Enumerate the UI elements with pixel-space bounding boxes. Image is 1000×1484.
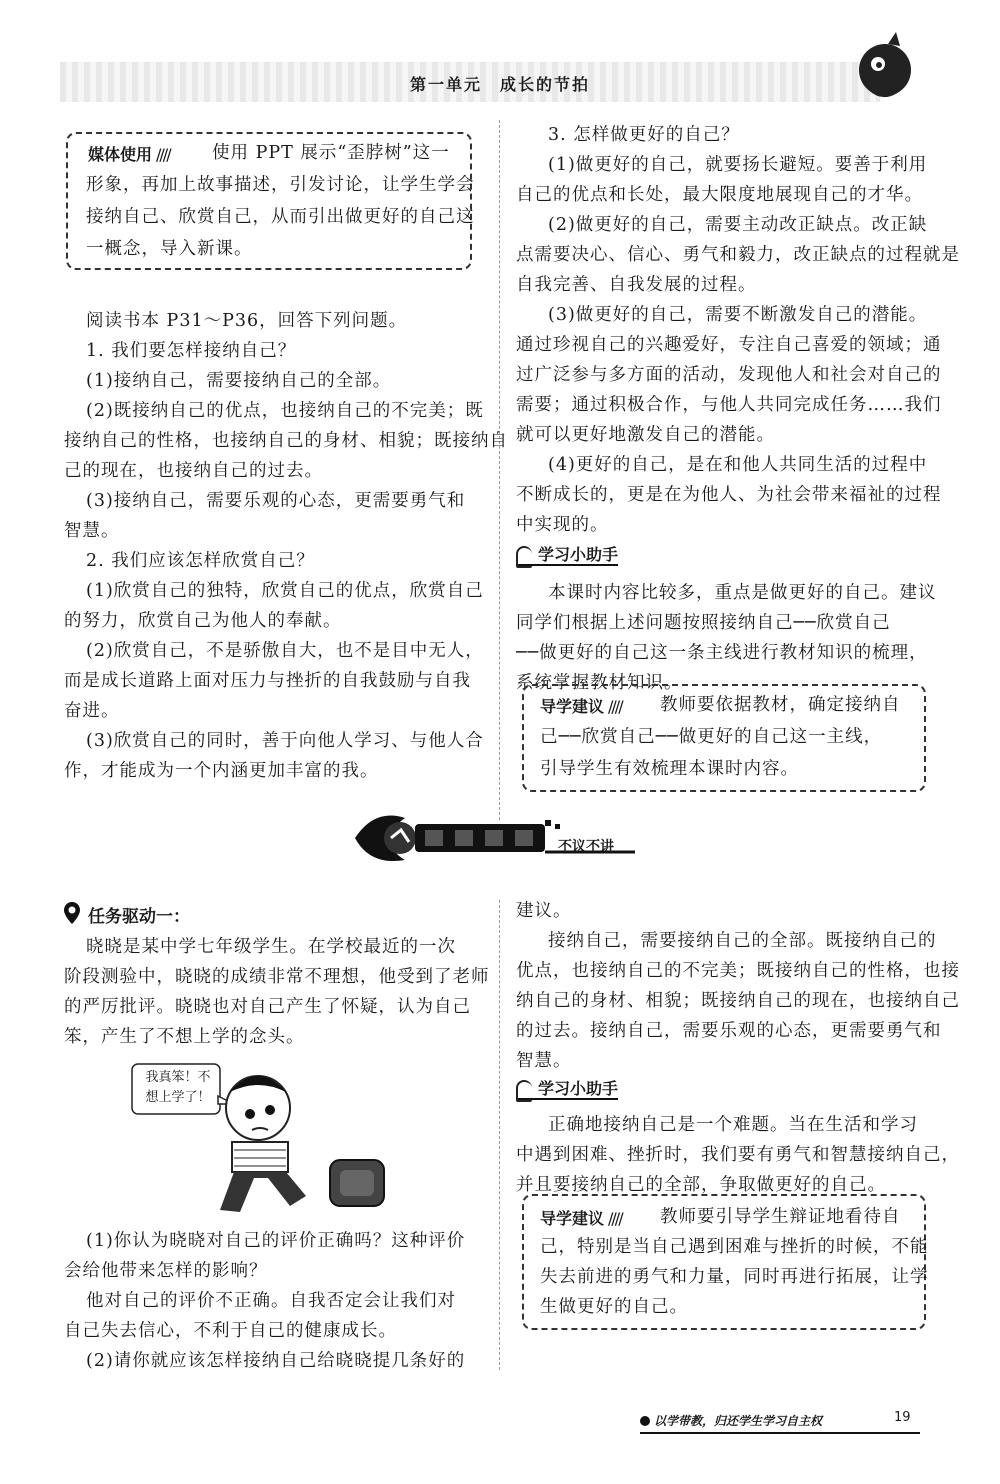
story-line: 的严厉批评。晓晓也对自己产生了怀疑，认为自己 bbox=[64, 997, 471, 1017]
bullet-icon bbox=[640, 1416, 650, 1426]
media-line: 接纳自己、欣赏自己，从而引出做更好的自己这 bbox=[86, 207, 475, 227]
paragraph: 中实现的。 bbox=[516, 515, 609, 535]
helper-line: 系统掌握教材知识。 bbox=[516, 673, 683, 693]
helper-line: 同学们根据上述问题按照接纳自己──欣赏自己 bbox=[516, 613, 891, 633]
media-line: 形象，再加上故事描述，引发讨论，让学生学会 bbox=[86, 175, 475, 195]
story-line: 笨，产生了不想上学的念头。 bbox=[64, 1027, 305, 1047]
paragraph: 自己的优点和长处，最大限度地展现自己的才华。 bbox=[516, 185, 923, 205]
paragraph: 智慧。 bbox=[516, 1051, 572, 1071]
task-title: 任务驱动一： bbox=[88, 907, 190, 927]
banner-label: 不议不讲 bbox=[558, 839, 614, 855]
media-line: 使用 PPT 展示“歪脖树”这一 bbox=[212, 143, 450, 163]
paragraph: 作，才能成为一个内涵更加丰富的我。 bbox=[64, 761, 379, 781]
paragraph: 过广泛参与多方面的活动，发现他人和社会对自己的 bbox=[516, 365, 942, 385]
paragraph: 建议。 bbox=[516, 901, 572, 921]
paragraph: 己的现在，也接纳自己的过去。 bbox=[64, 461, 323, 481]
question-line: (2)请你就应该怎样接纳自己给晓晓提几条好的 bbox=[86, 1351, 466, 1371]
paragraph: 阅读书本 P31～P36，回答下列问题。 bbox=[86, 311, 408, 331]
story-line: 阶段测验中，晓晓的成绩非常不理想，他受到了老师 bbox=[64, 967, 490, 987]
paragraph: 就可以更好地激发自己的潜能。 bbox=[516, 425, 775, 445]
paragraph: 自我完善、自我发展的过程。 bbox=[516, 275, 757, 295]
guide-tag: 导学建议 //// bbox=[540, 697, 622, 716]
question-line: (1)你认为晓晓对自己的评价正确吗？这种评价 bbox=[86, 1231, 466, 1251]
paragraph: (2)欣赏自己，不是骄傲自大，也不是目中无人， bbox=[86, 641, 484, 661]
footer-slogan: 以学带教，归还学生学习自主权 bbox=[654, 1414, 823, 1428]
answer-line: 他对自己的评价不正确。自我否定会让我们对 bbox=[86, 1291, 456, 1311]
media-usage-tag: 媒体使用 //// bbox=[88, 145, 170, 164]
column-divider bbox=[499, 900, 500, 1370]
paragraph: (1)做更好的自己，就要扬长避短。要善于利用 bbox=[548, 155, 928, 175]
paragraph: 需要；通过积极合作，与他人共同完成任务……我们 bbox=[516, 395, 942, 415]
paragraph: (1)欣赏自己的独特，欣赏自己的优点，欣赏自己 bbox=[86, 581, 484, 601]
footer bbox=[640, 1408, 930, 1438]
paragraph: (4)更好的自己，是在和他人共同生活的过程中 bbox=[548, 455, 928, 475]
guide-line: 引导学生有效梳理本课时内容。 bbox=[540, 759, 799, 779]
helper-title: 学习小助手 bbox=[516, 1079, 618, 1100]
paragraph: 点需要决心、信心、勇气和毅力，改正缺点的过程就是 bbox=[516, 245, 960, 265]
helper-line: 并且要接纳自己的全部，争取做更好的自己。 bbox=[516, 1175, 886, 1195]
question-heading: 3. 怎样做更好的自己？ bbox=[548, 125, 740, 145]
footer-rule bbox=[640, 1432, 920, 1434]
unit-title: 第一单元 成长的节拍 bbox=[409, 75, 590, 94]
paragraph: (2)做更好的自己，需要主动改正缺点。改正缺 bbox=[548, 215, 928, 235]
guide-tag: 导学建议 //// bbox=[540, 1209, 622, 1228]
guide-line: 教师要依据教材，确定接纳自 bbox=[660, 695, 901, 715]
answer-line: 自己失去信心，不利于自己的健康成长。 bbox=[64, 1321, 397, 1341]
paragraph: 优点，也接纳自己的不完美；既接纳自己的性格，也接 bbox=[516, 961, 960, 981]
paragraph: 纳自己的身材、相貌；既接纳自己的现在，也接纳自己 bbox=[516, 991, 960, 1011]
paragraph: (3)欣赏自己的同时，善于向他人学习、与他人合 bbox=[86, 731, 484, 751]
paragraph: (3)做更好的自己，需要不断激发自己的潜能。 bbox=[548, 305, 928, 325]
paragraph: 的努力，欣赏自己为他人的奉献。 bbox=[64, 611, 342, 631]
guide-line: 教师要引导学生辩证地看待自 bbox=[660, 1207, 901, 1227]
helper-icon bbox=[516, 546, 532, 568]
speech-bubble bbox=[138, 1068, 218, 1108]
speech-line: 想上学了！ bbox=[145, 1090, 211, 1105]
helper-line: 中遇到困难、挫折时，我们要有勇气和智慧接纳自己， bbox=[516, 1145, 960, 1165]
page-number: 19 bbox=[894, 1410, 911, 1425]
paragraph: (2)既接纳自己的优点，也接纳自己的不完美；既 bbox=[86, 401, 484, 421]
study-helper-heading bbox=[516, 542, 634, 566]
helper-line: ──做更好的自己这一条主线进行教材知识的梳理， bbox=[516, 643, 928, 663]
paragraph: (3)接纳自己，需要乐观的心态，更需要勇气和 bbox=[86, 491, 466, 511]
paragraph: 的过去。接纳自己，需要乐观的心态，更需要勇气和 bbox=[516, 1021, 942, 1041]
guide-line: 己──欣赏自己──做更好的自己这一主线， bbox=[540, 727, 883, 747]
question-heading: 2. 我们应该怎样欣赏自己？ bbox=[86, 551, 315, 571]
guide-line: 己，特别是当自己遇到困难与挫折的时候，不能 bbox=[540, 1237, 929, 1257]
guide-line: 生做更好的自己。 bbox=[540, 1297, 688, 1317]
question-line: 会给他带来怎样的影响？ bbox=[64, 1261, 268, 1281]
guide-line: 失去前进的勇气和力量，同时再进行拓展，让学 bbox=[540, 1267, 929, 1287]
helper-icon bbox=[516, 1080, 532, 1102]
helper-line: 正确地接纳自己是一个难题。当在生活和学习 bbox=[548, 1115, 918, 1135]
study-helper-heading bbox=[516, 1076, 634, 1100]
mascot-icon bbox=[850, 30, 920, 110]
speech-line: 我真笨！不 bbox=[145, 1070, 211, 1085]
paragraph: 奋进。 bbox=[64, 701, 120, 721]
helper-title: 学习小助手 bbox=[516, 545, 618, 566]
location-pin-icon bbox=[64, 902, 80, 924]
helper-line: 本课时内容比较多，重点是做更好的自己。建议 bbox=[548, 583, 937, 603]
paragraph: (1)接纳自己，需要接纳自己的全部。 bbox=[86, 371, 392, 391]
media-line: 一概念，导入新课。 bbox=[86, 239, 253, 259]
question-heading: 1. 我们要怎样接纳自己？ bbox=[86, 341, 297, 361]
paragraph: 通过珍视自己的兴趣爱好，专注自己喜爱的领域；通 bbox=[516, 335, 942, 355]
paragraph: 接纳自己的性格，也接纳自己的身材、相貌；既接纳自 bbox=[64, 431, 508, 451]
story-line: 晓晓是某中学七年级学生。在学校最近的一次 bbox=[86, 937, 456, 957]
paragraph: 不断成长的，更是在为他人、为社会带来福祉的过程 bbox=[516, 485, 942, 505]
paragraph: 智慧。 bbox=[64, 521, 120, 541]
column-divider bbox=[499, 120, 500, 820]
paragraph: 接纳自己，需要接纳自己的全部。既接纳自己的 bbox=[548, 931, 937, 951]
paragraph: 而是成长道路上面对压力与挫折的自我鼓励与自我 bbox=[64, 671, 471, 691]
